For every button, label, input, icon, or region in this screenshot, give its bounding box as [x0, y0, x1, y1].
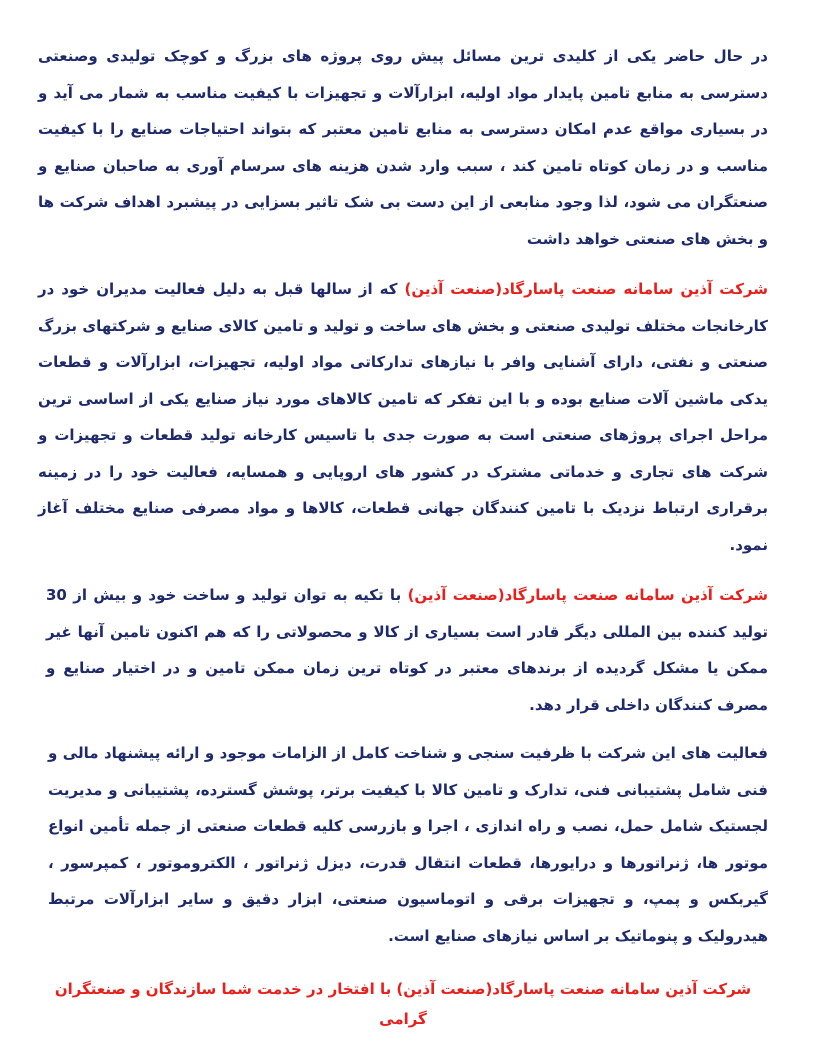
services-text: فعالیت های این شرکت با ظرفیت سنجی و شناخت کامل از الزامات موجود و ارائه پیشنهاد مالی و فنی شامل پشتیبانی فنی، تدارک و تامین کالا با کیفیت برتر، پوشش گسترده، پشتیبانی و مدیریت لجستیک شامل حمل، نصب و راه اندازی ، اجرا و بازرسی کلیه قطعات صنعتی از جمله تأمین انواع موتور ها، ژنراتورها و درایورها، قطعات انتقال قدرت، دیزل ژنراتور ، الکتروموتور ، کمپرسور ، گیربکس و پمپ، و تجهیزات برقی و اتوماسیون صنعتی، ابزار دقیق و سایر ابزارآلات مرتبط هیدرولیک و پنوماتیک بر اساس نیازهای صنایع است.	[48, 744, 768, 945]
services-paragraph	[38, 735, 768, 954]
company-history-paragraph	[38, 271, 768, 563]
intro-text: در حال حاضر یکی از کلیدی ترین مسائل پیش روی پروژه های بزرگ و کوچک تولیدی وصنعتی دسترسی به منابع تامین پایدار مواد اولیه، ابزارآلات و تجهیزات با کیفیت مناسب به شمار می آید و در بسیاری مواقع عدم امکان دسترسی به منابع تامین معتبر که بتواند احتیاجات صنایع را با کیفیت مناسب و در زمان کوتاه تامین کند ، سبب وارد شدن هزینه های سرسام آوری به صاحبان صنایع و صنعتگران می شود، لذا وجود منابعی از این دست بی شک تاثیر بسزایی در پیشبرد اهداف شرکت ها و بخش های صنعتی خواهد داشت	[38, 47, 768, 248]
company-capability-text: با تکیه به توان تولید و ساخت خود و بیش از 30 تولید کننده بین المللی دیگر قادر است بسیاری از کالا و محصولاتی را که هم اکنون تامین آنها غیر ممکن یا مشکل گردیده از برندهای معتبر در کوتاه ترین زمان ممکن تامین و در اختیار صنایع و مصرف کنندگان داخلی قرار دهد.	[46, 586, 768, 714]
intro-paragraph	[38, 38, 768, 257]
closing-line: شرکت آذین سامانه صنعت پاسارگاد(صنعت آذین) با افتخار در خدمت شما سازندگان و صنعتگران گرامی	[54, 980, 752, 1028]
company-name-highlight: شرکت آذین سامانه صنعت پاسارگاد(صنعت آذین)	[407, 586, 768, 604]
company-history-text: که از سالها قبل به دلیل فعالیت مدیران خود در کارخانجات مختلف تولیدی صنعتی و بخش های ساخت و تولید و تامین کالای صنایع و شرکتهای بزرگ صنعتی و نفتی، دارای آشنایی وافر با نیازهای تدارکاتی مواد اولیه، تجهیزات، ابزارآلات و قطعات یدکی ماشین آلات صنایع بوده و با این تفکر که تامین کالاهای مورد نیاز صنایع یکی از اساسی ترین مراحل اجرای پروژهای صنعتی است به صورت جدی با تاسیس کارخانه تولید قطعات و تجهیزات و شرکت های تجاری و خدماتی مشترک در کشور های اروپایی و همسایه، فعالیت خود را در زمینه برقراری ارتباط نزدیک با تامین کنندگان جهانی قطعات، کالاها و مواد مصرفی صنایع مختلف آغاز نمود.	[38, 280, 768, 554]
document-page	[38, 38, 768, 1034]
company-capability-paragraph	[38, 577, 768, 723]
company-name-highlight: شرکت آذین سامانه صنعت پاسارگاد(صنعت آذین)	[404, 280, 768, 298]
